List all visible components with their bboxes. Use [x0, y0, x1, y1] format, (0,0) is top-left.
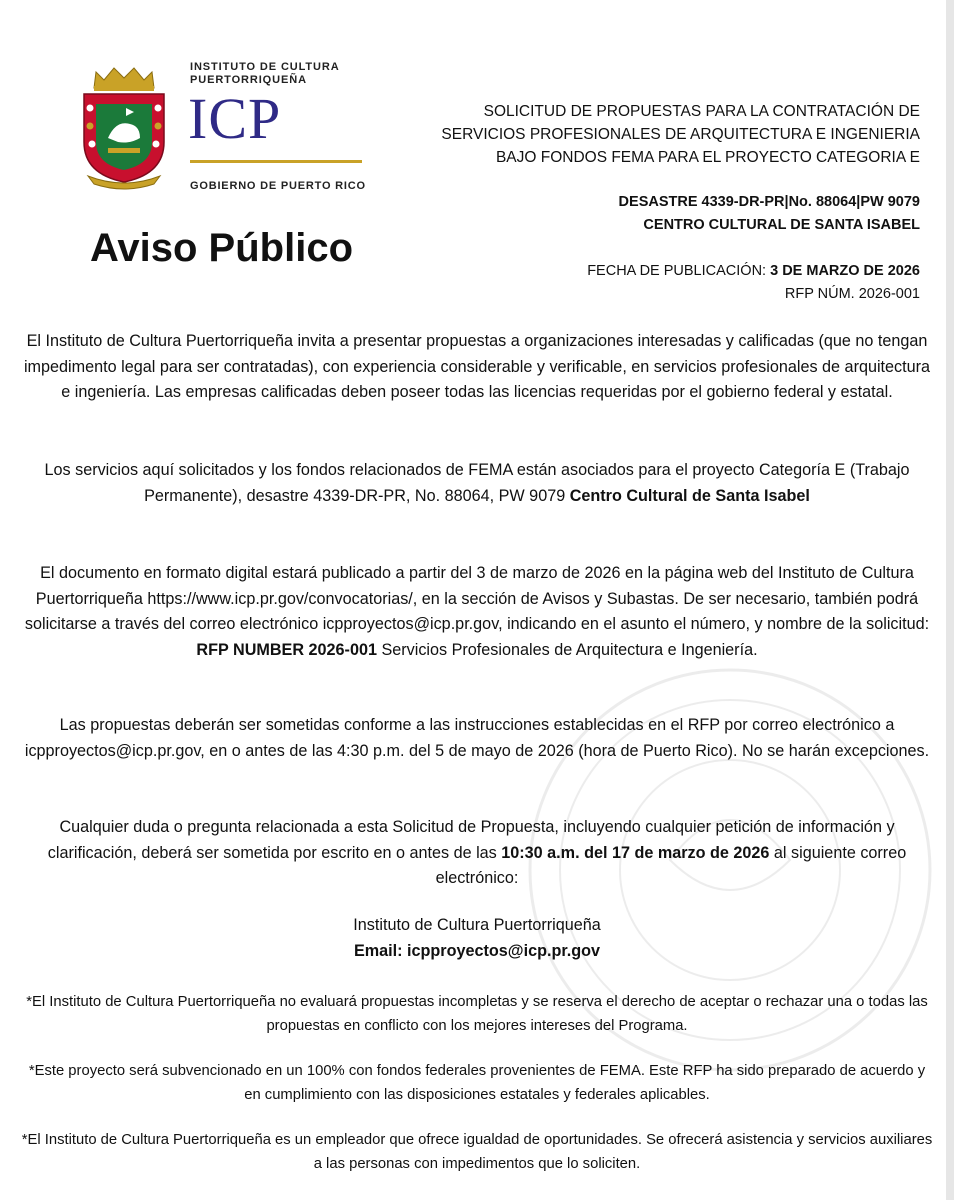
org-name-line2: PUERTORRIQUEÑA: [190, 74, 307, 86]
note-equal-opportunity: *El Instituto de Cultura Puertorriqueña es un empleador que ofrece igualdad de oportunidades. Se ofrecerá asistencia y servicios auxiliares a las personas con impedimentos que lo soliciten.: [21, 1132, 933, 1172]
contact-name: Instituto de Cultura Puertorriqueña: [353, 916, 601, 934]
publication-label: FECHA DE PUBLICACIÓN:: [587, 263, 767, 279]
org-acronym: ICP: [188, 86, 282, 151]
paragraph-invitation: El Instituto de Cultura Puertorriqueña invita a presentar propuestas a organizaciones interesadas y calificadas (que no tengan impedimento legal para ser contratadas), con experiencia considerable y verificable, en servicios profesionales de arquitectura e ingeniería. Las empresas calificadas deben poseer todas las licencias requeridas por el gobierno federal y estatal.: [23, 332, 931, 401]
note-evaluation: *El Instituto de Cultura Puertorriqueña no evaluará propuestas incompletas y se reserva el derecho de aceptar o rechazar una o todas las propuestas en conflicto con los mejores intereses del Programa.: [26, 994, 928, 1034]
rfp-heading-line3: BAJO FONDOS FEMA PARA EL PROYECTO CATEGORIA E: [495, 149, 920, 166]
publication-info: [360, 260, 920, 306]
paragraph-questions-deadline: 10:30 a.m. del 17 de marzo de 2026: [501, 843, 770, 862]
paragraph-questions-tail: al siguiente correo electrónico:: [435, 843, 907, 887]
coat-of-arms-icon: [74, 64, 174, 190]
org-name-line1: INSTITUTO DE CULTURA: [190, 61, 340, 73]
paragraph-funding-text: Los servicios aquí solicitados y los fondos relacionados de FEMA están asociados para el proyecto Categoría E (Trabajo Permanente), desastre 4339-DR-PR, No. 88064, PW 9079: [44, 461, 910, 505]
contact-email: Email: icpproyectos@icp.pr.gov: [353, 941, 601, 960]
paragraph-document-rfp: RFP NUMBER 2026-001: [196, 640, 377, 659]
project-id: [360, 191, 920, 237]
rfp-heading-line2: SERVICIOS PROFESIONALES DE ARQUITECTURA E INGENIERIA: [441, 126, 920, 143]
paragraph-funding-project: Centro Cultural de Santa Isabel: [569, 486, 810, 505]
disaster-number: DESASTRE 4339-DR-PR|No. 88064|PW 9079: [618, 194, 920, 210]
page-edge: [946, 0, 954, 1200]
government-name: GOBIERNO DE PUERTO RICO: [190, 180, 366, 192]
org-name: [190, 61, 340, 87]
rfp-heading-line1: SOLICITUD DE PROPUESTAS PARA LA CONTRATACIÓN DE: [483, 103, 920, 120]
paragraph-submission: Las propuestas deberán ser sometidas conforme a las instrucciones establecidas en el RFP por correo electrónico a icpproyectos@icp.pr.gov, en o antes de las 4:30 p.m. del 5 de mayo de 2026 (hora de Puerto Rico). No se harán excepciones.: [24, 716, 930, 760]
paragraph-questions: [20, 815, 934, 892]
paragraph-document-text: El documento en formato digital estará publicado a partir del 3 de marzo de 2026 en la página web del Instituto de Cultura Puertorriqueña https://www.icp.pr.gov/convocatorias/, en la sección de Avisos y Subastas. De ser necesario, también podrá solicitarse a través del correo electrónico icpproyectos@icp.pr.gov, indicando en el asunto el número, y nombre de la solicitud:: [24, 564, 930, 633]
rfp-heading: [360, 100, 920, 169]
paragraph-funding: [20, 458, 934, 509]
paragraph-questions-text: Cualquier duda o pregunta relacionada a esta Solicitud de Propuesta, incluyendo cualquier petición de información y clarificación, deberá ser sometida por escrito en o antes de las: [47, 818, 895, 862]
rfp-number: RFP NÚM. 2026-001: [784, 286, 920, 302]
gold-divider: [190, 160, 362, 163]
contact-block: [20, 913, 934, 964]
page-title: Aviso Público: [90, 226, 354, 270]
paragraph-document: [20, 561, 934, 663]
paragraph-document-tail: Servicios Profesionales de Arquitectura e Ingeniería.: [381, 640, 758, 659]
note-funding: *Este proyecto será subvencionado en un 100% con fondos federales provenientes de FEMA. Este RFP ha sido preparado de acuerdo y en cumplimiento con las disposiciones estatales y federales aplicables.: [28, 1063, 926, 1103]
project-name: CENTRO CULTURAL DE SANTA ISABEL: [643, 217, 920, 233]
publication-date-value: 3 DE MARZO DE 2026: [770, 263, 920, 279]
publication-date: [360, 260, 920, 283]
